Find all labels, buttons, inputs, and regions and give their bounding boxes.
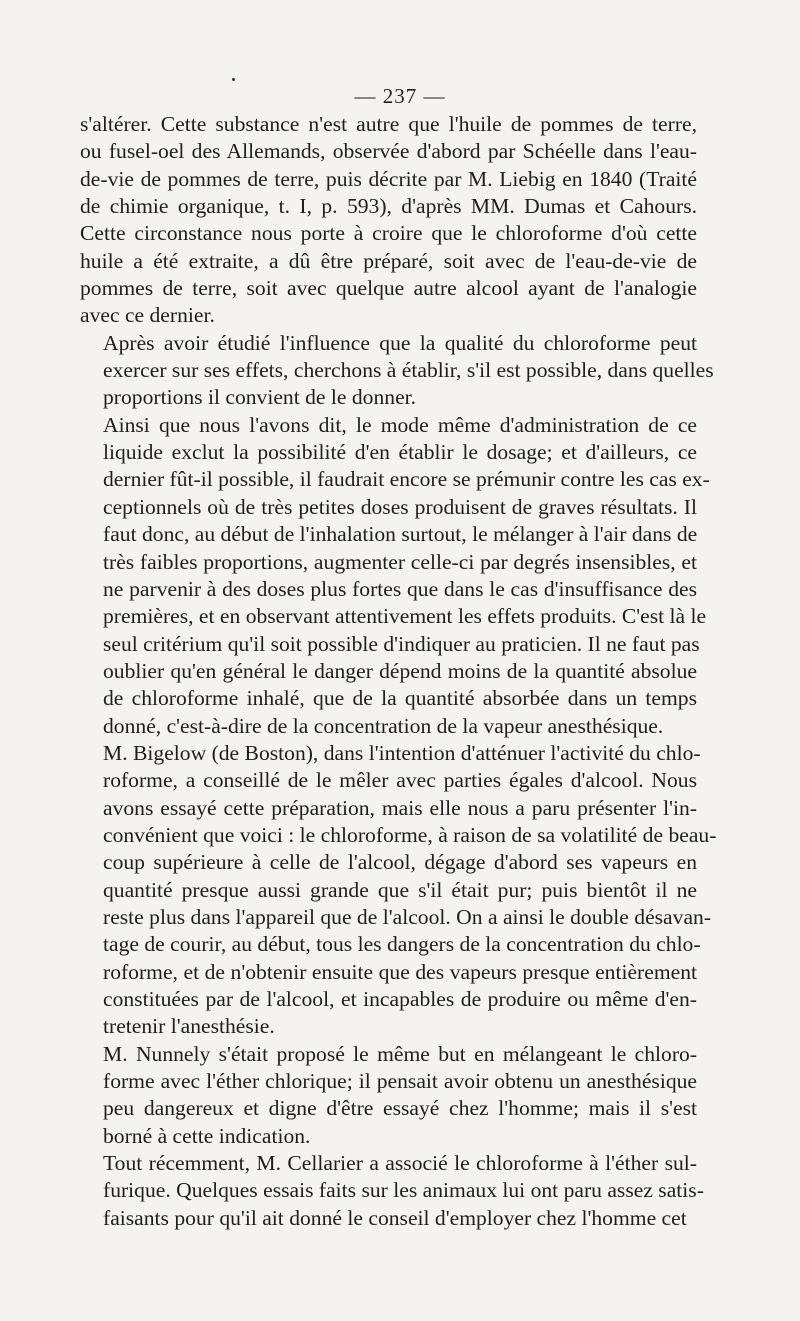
text-line: coup supérieure à celle de l'alcool, dégage d'abord ses vapeurs en	[103, 850, 697, 875]
text-line: avons essayé cette préparation, mais elle nous a paru présenter l'in-	[103, 795, 697, 820]
text-line: premières, et en observant attentivement les effets produits. C'est là le	[103, 604, 707, 629]
text-line: liquide exclut la possibilité d'en établir le dosage; et d'ailleurs, ce	[103, 440, 697, 465]
text-line: avec ce dernier.	[80, 303, 215, 328]
text-line: proportions il convient de le donner.	[103, 385, 417, 410]
paragraph	[80, 1150, 704, 1232]
ink-speck	[232, 78, 235, 81]
text-line: furique. Quelques essais faits sur les animaux lui ont paru assez satis-	[103, 1178, 704, 1203]
text-line: exercer sur ses effets, cherchons à établir, s'il est possible, dans quelles	[103, 358, 714, 383]
text-line: de chloroforme inhalé, que de la quantité absorbée dans un temps	[103, 686, 697, 711]
paragraph	[80, 111, 697, 330]
text-line: constituées par de l'alcool, et incapables de produire ou même d'en-	[103, 987, 697, 1011]
text-line: pommes de terre, soit avec quelque autre alcool ayant de l'analogie	[80, 276, 697, 301]
text-line: peu dangereux et digne d'être essayé chez l'homme; mais il s'est	[103, 1096, 697, 1121]
page-number: — 237 —	[354, 84, 446, 108]
text-line: M. Bigelow (de Boston), dans l'intention d'atténuer l'activité du chlo-	[103, 740, 701, 765]
text-line: roforme, a conseillé de le mêler avec parties égales d'alcool. Nous	[103, 768, 697, 793]
text-line: de chimie organique, t. I, p. 593), d'après MM. Dumas et Cahours.	[80, 194, 697, 219]
text-line: roforme, et de n'obtenir ensuite que des vapeurs presque entièrement	[103, 959, 697, 984]
text-line: très faibles proportions, augmenter celle-ci par degrés insensibles, et	[103, 549, 697, 574]
text-line: tage de courir, au début, tous les dangers de la concentration du chlo-	[103, 932, 701, 957]
text-line: de-vie de pommes de terre, puis décrite par M. Liebig en 1840 (Traité	[80, 166, 697, 191]
text-line: huile a été extraite, a dû être préparé, soit avec de l'eau-de-vie de	[80, 248, 697, 273]
paragraph	[80, 330, 714, 412]
paragraph	[80, 1041, 697, 1150]
text-line: quantité presque aussi grande que s'il était pur; puis bientôt il ne	[103, 877, 697, 902]
text-line: ne parvenir à des doses plus fortes que dans le cas d'insuffisance des	[103, 576, 697, 601]
text-line: Tout récemment, M. Cellarier a associé le chloroforme à l'éther sul-	[103, 1151, 697, 1176]
text-line: Ainsi que nous l'avons dit, le mode même d'administration de ce	[103, 412, 697, 437]
text-line: faut donc, au début de l'inhalation surtout, le mélanger à l'air dans de	[103, 522, 698, 547]
paragraph	[80, 740, 717, 1041]
text-line: tretenir l'anesthésie.	[103, 1014, 275, 1039]
text-line: M. Nunnely s'était proposé le même but en mélangeant le chloro-	[103, 1041, 697, 1066]
text-line: oublier qu'en général le danger dépend moins de la quantité absolue	[103, 658, 697, 683]
text-line: dernier fût-il possible, il faudrait encore se prémunir contre les cas ex-	[103, 467, 710, 492]
text-line: reste plus dans l'appareil que de l'alcool. On a ainsi le double désavan-	[103, 904, 712, 929]
text-line: forme avec l'éther chlorique; il pensait avoir obtenu un anesthésique	[103, 1069, 697, 1094]
text-line: s'altérer. Cette substance n'est autre que l'huile de pommes de terre,	[80, 112, 697, 136]
text-line: ceptionnels où de très petites doses produisent de graves résultats. Il	[103, 494, 697, 519]
text-line: faisants pour qu'il ait donné le conseil d'employer chez l'homme cet	[103, 1205, 687, 1230]
paragraph	[80, 412, 710, 740]
text-line: convénient que voici : le chloroforme, à raison de sa volatilité de beau-	[103, 822, 717, 847]
page-body-text	[80, 111, 717, 1232]
text-line: Après avoir étudié l'influence que la qualité du chloroforme peut	[103, 330, 697, 355]
text-line: borné à cette indication.	[103, 1123, 311, 1148]
text-line: seul critérium qu'il soit possible d'indiquer au praticien. Il ne faut pas	[103, 631, 700, 656]
text-line: ou fusel-oel des Allemands, observée d'abord par Schéelle dans l'eau-	[80, 139, 697, 164]
text-line: donné, c'est-à-dire de la concentration de la vapeur anesthésique.	[103, 713, 664, 738]
text-line: Cette circonstance nous porte à croire que le chloroforme d'où cette	[80, 221, 697, 246]
